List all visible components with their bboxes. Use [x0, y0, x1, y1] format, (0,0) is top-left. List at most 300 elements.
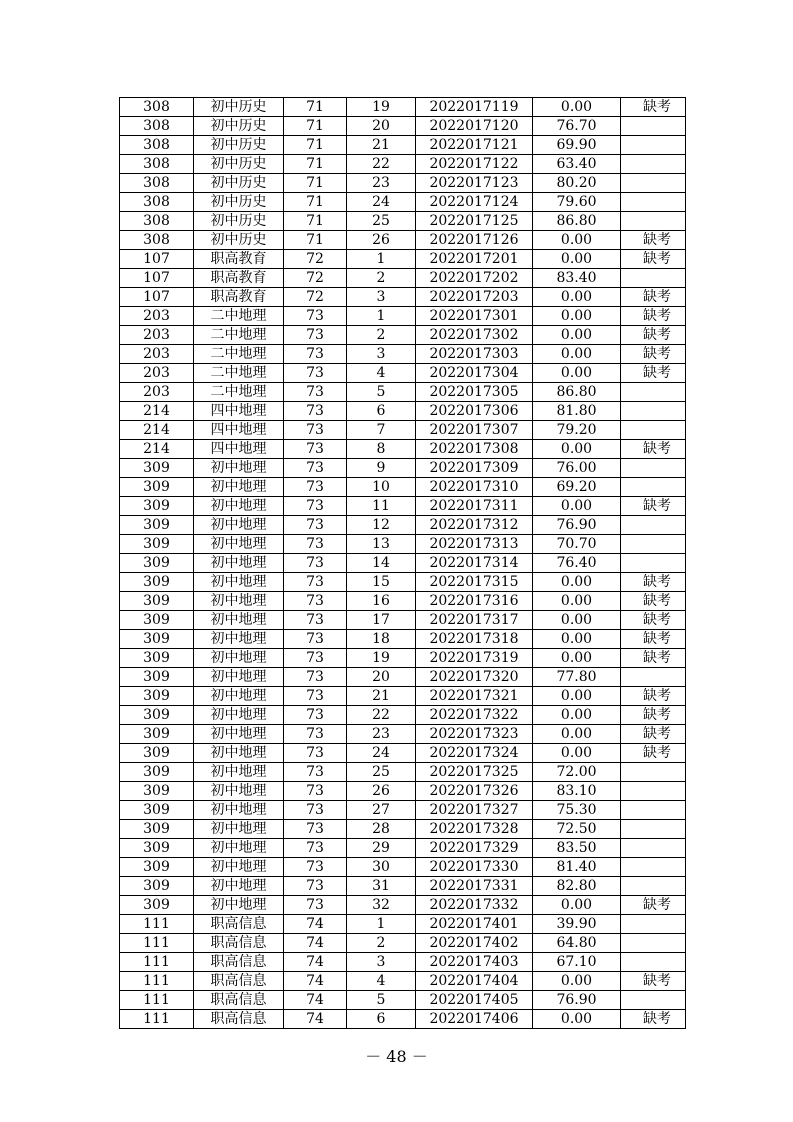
subject-cell: 初中地理: [194, 649, 284, 668]
seat-number-cell: 5: [347, 383, 416, 402]
position-code-cell: 309: [120, 744, 194, 763]
note-cell: 缺考: [621, 687, 686, 706]
score-cell: 0.00: [533, 288, 621, 307]
subject-code-cell: 72: [284, 288, 347, 307]
subject-code-cell: 72: [284, 250, 347, 269]
table-row: [120, 611, 686, 630]
seat-number-cell: 4: [347, 972, 416, 991]
position-code-cell: 309: [120, 573, 194, 592]
seat-number-cell: 24: [347, 193, 416, 212]
score-cell: 0.00: [533, 687, 621, 706]
score-cell: 67.10: [533, 953, 621, 972]
subject-cell: 初中历史: [194, 117, 284, 136]
table-row: [120, 744, 686, 763]
subject-cell: 初中地理: [194, 801, 284, 820]
score-cell: 0.00: [533, 573, 621, 592]
seat-number-cell: 1: [347, 915, 416, 934]
note-cell: [621, 459, 686, 478]
subject-code-cell: 73: [284, 763, 347, 782]
note-cell: 缺考: [621, 896, 686, 915]
position-code-cell: 111: [120, 953, 194, 972]
position-code-cell: 309: [120, 630, 194, 649]
subject-code-cell: 73: [284, 611, 347, 630]
score-cell: 0.00: [533, 592, 621, 611]
score-cell: 86.80: [533, 212, 621, 231]
seat-number-cell: 4: [347, 364, 416, 383]
subject-cell: 初中地理: [194, 668, 284, 687]
note-cell: 缺考: [621, 706, 686, 725]
exam-number-cell: 2022017314: [416, 554, 533, 573]
exam-number-cell: 2022017309: [416, 459, 533, 478]
score-cell: 75.30: [533, 801, 621, 820]
table-row: [120, 98, 686, 117]
seat-number-cell: 6: [347, 402, 416, 421]
subject-cell: 初中地理: [194, 516, 284, 535]
seat-number-cell: 16: [347, 592, 416, 611]
position-code-cell: 309: [120, 801, 194, 820]
subject-cell: 初中地理: [194, 782, 284, 801]
exam-number-cell: 2022017307: [416, 421, 533, 440]
note-cell: [621, 953, 686, 972]
note-cell: [621, 535, 686, 554]
exam-number-cell: 2022017401: [416, 915, 533, 934]
seat-number-cell: 21: [347, 687, 416, 706]
exam-number-cell: 2022017329: [416, 839, 533, 858]
table-row: [120, 155, 686, 174]
score-cell: 80.20: [533, 174, 621, 193]
table-row: [120, 440, 686, 459]
score-cell: 0.00: [533, 630, 621, 649]
subject-code-cell: 73: [284, 877, 347, 896]
score-cell: 0.00: [533, 972, 621, 991]
table-row: [120, 383, 686, 402]
subject-code-cell: 73: [284, 725, 347, 744]
exam-number-cell: 2022017327: [416, 801, 533, 820]
position-code-cell: 309: [120, 706, 194, 725]
position-code-cell: 203: [120, 345, 194, 364]
table-row: [120, 136, 686, 155]
table-row: [120, 364, 686, 383]
seat-number-cell: 3: [347, 288, 416, 307]
note-cell: 缺考: [621, 345, 686, 364]
exam-number-cell: 2022017203: [416, 288, 533, 307]
note-cell: [621, 174, 686, 193]
table-row: [120, 535, 686, 554]
score-cell: 0.00: [533, 649, 621, 668]
position-code-cell: 203: [120, 307, 194, 326]
subject-code-cell: 73: [284, 820, 347, 839]
exam-number-cell: 2022017324: [416, 744, 533, 763]
score-cell: 76.70: [533, 117, 621, 136]
note-cell: 缺考: [621, 497, 686, 516]
score-cell: 0.00: [533, 231, 621, 250]
exam-number-cell: 2022017301: [416, 307, 533, 326]
note-cell: [621, 668, 686, 687]
exam-number-cell: 2022017311: [416, 497, 533, 516]
subject-cell: 初中历史: [194, 231, 284, 250]
position-code-cell: 309: [120, 763, 194, 782]
subject-cell: 初中地理: [194, 497, 284, 516]
table-row: [120, 820, 686, 839]
table-row: [120, 212, 686, 231]
score-cell: 0.00: [533, 896, 621, 915]
note-cell: [621, 421, 686, 440]
note-cell: 缺考: [621, 250, 686, 269]
seat-number-cell: 3: [347, 953, 416, 972]
score-cell: 77.80: [533, 668, 621, 687]
seat-number-cell: 11: [347, 497, 416, 516]
table-row: [120, 668, 686, 687]
seat-number-cell: 23: [347, 174, 416, 193]
subject-code-cell: 73: [284, 516, 347, 535]
note-cell: [621, 155, 686, 174]
note-cell: [621, 801, 686, 820]
table-row: [120, 345, 686, 364]
subject-cell: 初中历史: [194, 98, 284, 117]
subject-cell: 初中地理: [194, 763, 284, 782]
note-cell: [621, 763, 686, 782]
note-cell: [621, 858, 686, 877]
table-row: [120, 288, 686, 307]
subject-code-cell: 73: [284, 345, 347, 364]
table-row: [120, 725, 686, 744]
score-cell: 0.00: [533, 497, 621, 516]
subject-cell: 初中地理: [194, 459, 284, 478]
table-row: [120, 991, 686, 1010]
note-cell: [621, 782, 686, 801]
score-cell: 0.00: [533, 250, 621, 269]
note-cell: 缺考: [621, 364, 686, 383]
position-code-cell: 111: [120, 915, 194, 934]
subject-code-cell: 73: [284, 801, 347, 820]
exam-number-cell: 2022017305: [416, 383, 533, 402]
exam-number-cell: 2022017124: [416, 193, 533, 212]
position-code-cell: 309: [120, 820, 194, 839]
position-code-cell: 309: [120, 858, 194, 877]
subject-code-cell: 73: [284, 573, 347, 592]
note-cell: 缺考: [621, 98, 686, 117]
exam-number-cell: 2022017320: [416, 668, 533, 687]
subject-cell: 职高信息: [194, 1010, 284, 1029]
position-code-cell: 309: [120, 782, 194, 801]
subject-code-cell: 73: [284, 687, 347, 706]
seat-number-cell: 14: [347, 554, 416, 573]
note-cell: 缺考: [621, 288, 686, 307]
table-row: [120, 269, 686, 288]
seat-number-cell: 19: [347, 649, 416, 668]
note-cell: 缺考: [621, 440, 686, 459]
subject-cell: 初中地理: [194, 896, 284, 915]
position-code-cell: 309: [120, 478, 194, 497]
exam-number-cell: 2022017322: [416, 706, 533, 725]
score-cell: 69.90: [533, 136, 621, 155]
seat-number-cell: 24: [347, 744, 416, 763]
exam-number-cell: 2022017303: [416, 345, 533, 364]
position-code-cell: 111: [120, 972, 194, 991]
note-cell: [621, 915, 686, 934]
seat-number-cell: 2: [347, 934, 416, 953]
exam-number-cell: 2022017310: [416, 478, 533, 497]
seat-number-cell: 8: [347, 440, 416, 459]
table-row: [120, 174, 686, 193]
table-row: [120, 649, 686, 668]
note-cell: [621, 193, 686, 212]
note-cell: 缺考: [621, 231, 686, 250]
position-code-cell: 203: [120, 326, 194, 345]
subject-cell: 职高教育: [194, 269, 284, 288]
seat-number-cell: 28: [347, 820, 416, 839]
subject-cell: 初中地理: [194, 839, 284, 858]
score-cell: 76.00: [533, 459, 621, 478]
exam-number-cell: 2022017304: [416, 364, 533, 383]
subject-code-cell: 73: [284, 402, 347, 421]
subject-cell: 四中地理: [194, 421, 284, 440]
seat-number-cell: 1: [347, 307, 416, 326]
score-cell: 0.00: [533, 440, 621, 459]
table-row: [120, 592, 686, 611]
note-cell: 缺考: [621, 326, 686, 345]
seat-number-cell: 22: [347, 706, 416, 725]
subject-code-cell: 73: [284, 706, 347, 725]
seat-number-cell: 3: [347, 345, 416, 364]
subject-cell: 职高教育: [194, 288, 284, 307]
table-row: [120, 782, 686, 801]
seat-number-cell: 2: [347, 326, 416, 345]
table-row: [120, 402, 686, 421]
subject-cell: 初中地理: [194, 744, 284, 763]
table-row: [120, 478, 686, 497]
table-row: [120, 706, 686, 725]
score-cell: 0.00: [533, 744, 621, 763]
subject-code-cell: 73: [284, 858, 347, 877]
table-row: [120, 326, 686, 345]
subject-code-cell: 73: [284, 478, 347, 497]
exam-number-cell: 2022017403: [416, 953, 533, 972]
position-code-cell: 214: [120, 440, 194, 459]
score-cell: 70.70: [533, 535, 621, 554]
score-cell: 39.90: [533, 915, 621, 934]
exam-number-cell: 2022017126: [416, 231, 533, 250]
note-cell: [621, 402, 686, 421]
exam-number-cell: 2022017201: [416, 250, 533, 269]
seat-number-cell: 6: [347, 1010, 416, 1029]
subject-code-cell: 73: [284, 649, 347, 668]
exam-number-cell: 2022017302: [416, 326, 533, 345]
exam-number-cell: 2022017330: [416, 858, 533, 877]
seat-number-cell: 19: [347, 98, 416, 117]
exam-number-cell: 2022017120: [416, 117, 533, 136]
subject-code-cell: 74: [284, 953, 347, 972]
subject-cell: 初中历史: [194, 155, 284, 174]
position-code-cell: 309: [120, 649, 194, 668]
table-row: [120, 896, 686, 915]
subject-code-cell: 73: [284, 839, 347, 858]
subject-code-cell: 71: [284, 155, 347, 174]
score-cell: 76.90: [533, 516, 621, 535]
position-code-cell: 308: [120, 98, 194, 117]
score-cell: 0.00: [533, 307, 621, 326]
subject-cell: 初中地理: [194, 630, 284, 649]
exam-number-cell: 2022017119: [416, 98, 533, 117]
subject-code-cell: 74: [284, 1010, 347, 1029]
subject-code-cell: 71: [284, 231, 347, 250]
subject-code-cell: 74: [284, 972, 347, 991]
seat-number-cell: 27: [347, 801, 416, 820]
table-row: [120, 877, 686, 896]
exam-number-cell: 2022017319: [416, 649, 533, 668]
table-row: [120, 763, 686, 782]
seat-number-cell: 20: [347, 668, 416, 687]
score-cell: 79.20: [533, 421, 621, 440]
score-cell: 0.00: [533, 1010, 621, 1029]
table-row: [120, 839, 686, 858]
subject-code-cell: 73: [284, 383, 347, 402]
note-cell: [621, 839, 686, 858]
table-row: [120, 953, 686, 972]
position-code-cell: 309: [120, 497, 194, 516]
seat-number-cell: 10: [347, 478, 416, 497]
subject-cell: 职高信息: [194, 972, 284, 991]
seat-number-cell: 20: [347, 117, 416, 136]
subject-cell: 二中地理: [194, 345, 284, 364]
note-cell: 缺考: [621, 630, 686, 649]
score-cell: 76.40: [533, 554, 621, 573]
seat-number-cell: 25: [347, 763, 416, 782]
table-row: [120, 934, 686, 953]
subject-code-cell: 73: [284, 326, 347, 345]
exam-number-cell: 2022017318: [416, 630, 533, 649]
subject-code-cell: 71: [284, 174, 347, 193]
note-cell: [621, 516, 686, 535]
score-cell: 0.00: [533, 364, 621, 383]
subject-cell: 初中地理: [194, 687, 284, 706]
subject-code-cell: 74: [284, 934, 347, 953]
seat-number-cell: 23: [347, 725, 416, 744]
position-code-cell: 309: [120, 554, 194, 573]
subject-code-cell: 73: [284, 535, 347, 554]
seat-number-cell: 30: [347, 858, 416, 877]
seat-number-cell: 2: [347, 269, 416, 288]
subject-cell: 初中地理: [194, 820, 284, 839]
position-code-cell: 309: [120, 687, 194, 706]
subject-cell: 初中地理: [194, 611, 284, 630]
score-cell: 83.10: [533, 782, 621, 801]
seat-number-cell: 21: [347, 136, 416, 155]
subject-code-cell: 71: [284, 136, 347, 155]
position-code-cell: 308: [120, 193, 194, 212]
note-cell: 缺考: [621, 725, 686, 744]
exam-number-cell: 2022017121: [416, 136, 533, 155]
subject-cell: 初中地理: [194, 706, 284, 725]
position-code-cell: 111: [120, 1010, 194, 1029]
exam-number-cell: 2022017402: [416, 934, 533, 953]
position-code-cell: 309: [120, 611, 194, 630]
note-cell: [621, 269, 686, 288]
subject-cell: 四中地理: [194, 402, 284, 421]
position-code-cell: 308: [120, 136, 194, 155]
exam-number-cell: 2022017306: [416, 402, 533, 421]
subject-code-cell: 71: [284, 212, 347, 231]
subject-cell: 二中地理: [194, 383, 284, 402]
exam-number-cell: 2022017317: [416, 611, 533, 630]
score-cell: 81.40: [533, 858, 621, 877]
table-row: [120, 972, 686, 991]
table-row: [120, 554, 686, 573]
note-cell: [621, 478, 686, 497]
table-row: [120, 307, 686, 326]
position-code-cell: 308: [120, 231, 194, 250]
table-row: [120, 117, 686, 136]
subject-code-cell: 73: [284, 440, 347, 459]
note-cell: 缺考: [621, 649, 686, 668]
position-code-cell: 308: [120, 117, 194, 136]
subject-code-cell: 73: [284, 364, 347, 383]
subject-cell: 初中地理: [194, 592, 284, 611]
seat-number-cell: 29: [347, 839, 416, 858]
note-cell: 缺考: [621, 744, 686, 763]
table-row: [120, 687, 686, 706]
seat-number-cell: 31: [347, 877, 416, 896]
exam-number-cell: 2022017122: [416, 155, 533, 174]
position-code-cell: 309: [120, 516, 194, 535]
subject-code-cell: 73: [284, 421, 347, 440]
seat-number-cell: 17: [347, 611, 416, 630]
subject-code-cell: 73: [284, 630, 347, 649]
exam-number-cell: 2022017405: [416, 991, 533, 1010]
subject-code-cell: 71: [284, 98, 347, 117]
position-code-cell: 309: [120, 459, 194, 478]
position-code-cell: 214: [120, 421, 194, 440]
position-code-cell: 308: [120, 174, 194, 193]
note-cell: 缺考: [621, 972, 686, 991]
position-code-cell: 308: [120, 155, 194, 174]
subject-code-cell: 71: [284, 117, 347, 136]
note-cell: [621, 383, 686, 402]
position-code-cell: 111: [120, 991, 194, 1010]
note-cell: 缺考: [621, 611, 686, 630]
subject-cell: 职高信息: [194, 991, 284, 1010]
score-cell: 64.80: [533, 934, 621, 953]
position-code-cell: 111: [120, 934, 194, 953]
subject-code-cell: 71: [284, 193, 347, 212]
subject-cell: 二中地理: [194, 364, 284, 383]
note-cell: 缺考: [621, 592, 686, 611]
seat-number-cell: 18: [347, 630, 416, 649]
exam-number-cell: 2022017326: [416, 782, 533, 801]
position-code-cell: 309: [120, 535, 194, 554]
table-row: [120, 630, 686, 649]
subject-code-cell: 73: [284, 782, 347, 801]
subject-cell: 职高信息: [194, 953, 284, 972]
score-cell: 63.40: [533, 155, 621, 174]
table-row: [120, 573, 686, 592]
subject-code-cell: 73: [284, 307, 347, 326]
note-cell: [621, 136, 686, 155]
note-cell: [621, 934, 686, 953]
position-code-cell: 107: [120, 269, 194, 288]
subject-cell: 职高信息: [194, 915, 284, 934]
seat-number-cell: 26: [347, 231, 416, 250]
table-row: [120, 497, 686, 516]
score-cell: 0.00: [533, 345, 621, 364]
table-row: [120, 516, 686, 535]
score-cell: 72.50: [533, 820, 621, 839]
exam-number-cell: 2022017332: [416, 896, 533, 915]
table-row: [120, 915, 686, 934]
position-code-cell: 309: [120, 877, 194, 896]
table-row: [120, 421, 686, 440]
table-row: [120, 231, 686, 250]
